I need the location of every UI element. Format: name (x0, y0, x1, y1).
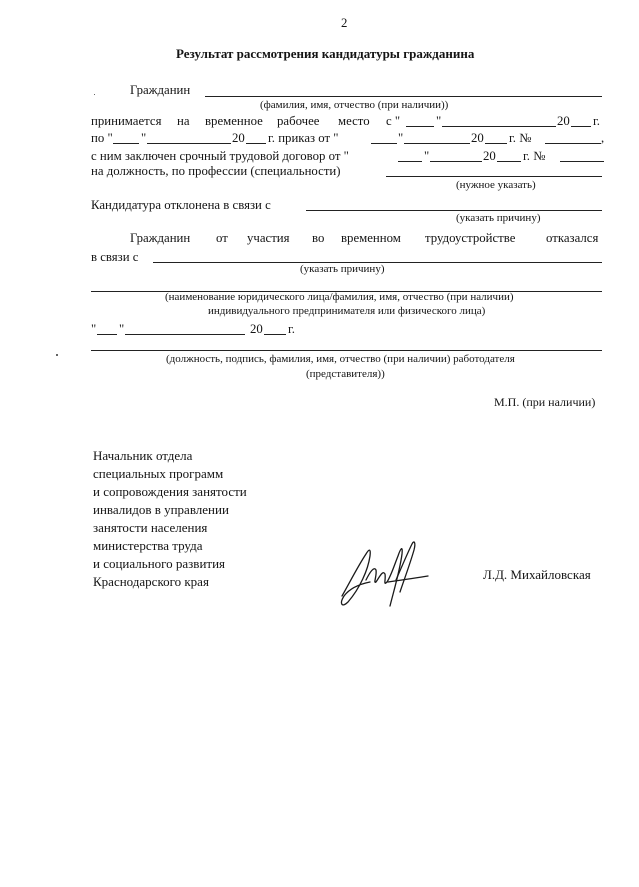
contract-label: с ним заключен срочный трудовой договор от " (91, 149, 349, 163)
refused-reason-label: в связи с (91, 250, 139, 264)
rejected-label: Кандидатура отклонена в связи с (91, 198, 271, 212)
signatory-hint-1: (должность, подпись, фамилия, имя, отчество (при наличии) работодателя (166, 353, 515, 365)
order-date-label: г. приказ от " (268, 131, 339, 145)
order-month-blank (404, 143, 470, 144)
author-position-line: министерства труда (93, 538, 203, 553)
signatory-blank (91, 350, 602, 351)
contract-year-blank (497, 161, 521, 162)
until-quote: " (141, 131, 147, 145)
order-number-blank (545, 143, 601, 144)
date-day-blank (97, 334, 117, 335)
rejected-reason-hint: (указать причину) (456, 212, 541, 224)
hire-word-5: место (338, 114, 370, 128)
refused-word-2: от (216, 231, 228, 245)
author-position-line: инвалидов в управлении (93, 502, 229, 517)
handwritten-signature (336, 536, 436, 612)
contract-day-blank (398, 161, 422, 162)
order-number-label: г. № (509, 131, 532, 145)
until-day-blank (113, 143, 139, 144)
position-blank (386, 176, 602, 177)
hire-month-blank (442, 126, 556, 127)
until-year-blank (246, 143, 266, 144)
employer-hint-1: (наименование юридического лица/фамилия, имя, отчество (при наличии) (165, 291, 514, 303)
contract-month-blank (430, 161, 482, 162)
hire-word-4: рабочее (277, 114, 320, 128)
page-number: 2 (341, 16, 348, 30)
citizen-name-blank (205, 96, 602, 97)
scan-dot (56, 354, 58, 356)
refused-word-6: трудоустройстве (425, 231, 516, 245)
author-position-line: и сопровождения занятости (93, 484, 247, 499)
author-position-line: специальных программ (93, 466, 224, 481)
hire-year-blank (571, 126, 591, 127)
refused-word-4: во (312, 231, 325, 245)
date-month-blank (125, 334, 245, 335)
author-position-line: Начальник отдела (93, 448, 193, 463)
until-month-blank (147, 143, 231, 144)
contract-quote: " (424, 149, 430, 163)
date-open-quote: " (91, 322, 97, 336)
contract-year-prefix: 20 (483, 149, 496, 163)
author-position-line: и социального развития (93, 556, 226, 571)
date-close-quote: " (119, 322, 125, 336)
page-title: Результат рассмотрения кандидатуры гражданина (176, 46, 475, 61)
until-label: по " (91, 131, 113, 145)
citizen-label: Гражданин (130, 83, 191, 97)
author-name: Л.Д. Михайловская (483, 567, 591, 582)
hire-year-g: г. (593, 114, 601, 128)
refused-word-3: участия (247, 231, 290, 245)
until-year-prefix: 20 (232, 131, 245, 145)
refused-word-7: отказался (546, 231, 599, 245)
order-year-prefix: 20 (471, 131, 484, 145)
hire-year-prefix: 20 (557, 114, 570, 128)
citizen-name-hint: (фамилия, имя, отчество (при наличии)) (260, 99, 449, 111)
author-position-line: занятости населения (93, 520, 208, 535)
hire-date-open: с " (386, 114, 401, 128)
refused-word-1: Гражданин (130, 231, 191, 245)
hire-word-3: временное (205, 114, 263, 128)
position-label: на должность, по профессии (специальности) (91, 164, 341, 178)
order-year-blank (485, 143, 507, 144)
hire-date-close: " (436, 114, 442, 128)
order-comma: , (601, 131, 605, 145)
date-year-blank (264, 334, 286, 335)
date-year-prefix: 20 (250, 322, 263, 336)
refused-word-5: временном (341, 231, 401, 245)
signatory-hint-2: (представителя)) (306, 368, 385, 380)
hire-word-1: принимается (91, 114, 162, 128)
order-quote: " (398, 131, 404, 145)
author-position-line: Краснодарского края (93, 574, 209, 589)
contract-number-label: г. № (523, 149, 546, 163)
order-day-blank (371, 143, 397, 144)
hire-word-2: на (177, 114, 190, 128)
position-hint: (нужное указать) (456, 179, 536, 191)
rejected-reason-blank (306, 210, 602, 211)
stamp-label: М.П. (при наличии) (494, 395, 596, 409)
hire-day-blank (406, 126, 434, 127)
employer-hint-2: индивидуального предпринимателя или физического лица) (208, 305, 486, 317)
refused-reason-hint: (указать причину) (300, 263, 385, 275)
date-year-g: г. (288, 322, 296, 336)
contract-number-blank (560, 161, 604, 162)
scan-dot (94, 94, 95, 95)
